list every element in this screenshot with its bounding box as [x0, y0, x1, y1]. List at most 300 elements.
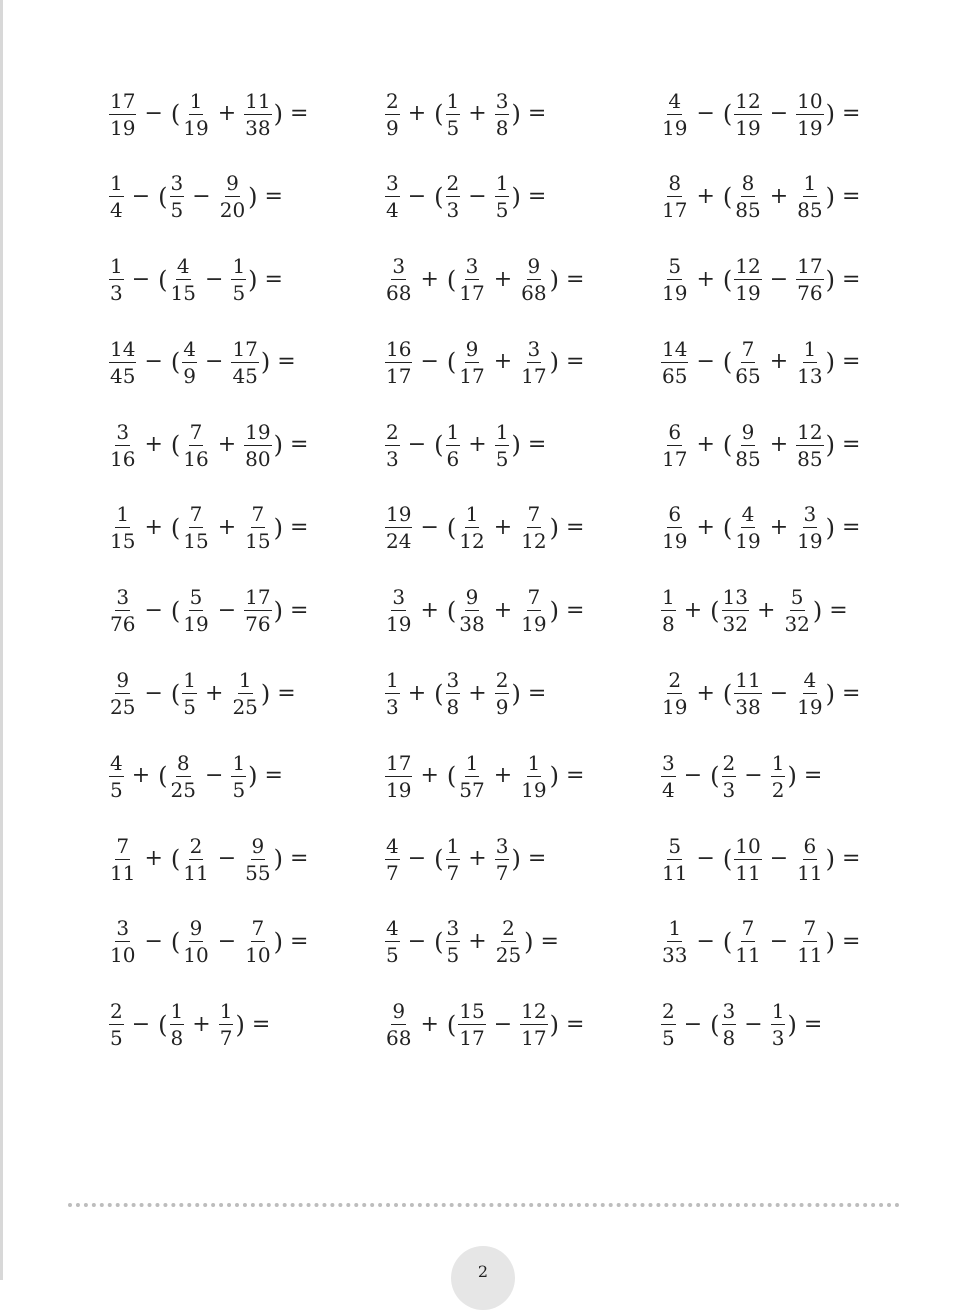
operator-sign: +: [205, 680, 224, 706]
numerator: 9: [392, 999, 406, 1024]
fraction-third: [520, 586, 547, 635]
numerator: 2: [386, 419, 399, 444]
numerator: 7: [189, 419, 203, 444]
denominator: 3: [386, 446, 399, 471]
close-paren: ): [825, 845, 835, 874]
operator-sign: +: [769, 514, 789, 540]
math-problem: [660, 88, 868, 140]
numerator: 9: [741, 419, 755, 444]
open-paren: (: [722, 927, 733, 956]
denominator: 8: [446, 695, 460, 720]
close-paren: ): [273, 100, 283, 128]
numerator: 3: [803, 502, 817, 527]
equals-sign: =: [289, 101, 309, 126]
open-paren: (: [710, 596, 720, 625]
denominator: 19: [797, 695, 823, 720]
equals-sign: =: [841, 101, 861, 126]
fraction-third: [796, 503, 823, 552]
fraction-second: [734, 338, 761, 387]
numerator: 1: [170, 999, 184, 1024]
operator-sign: +: [493, 514, 513, 540]
operator-sign: +: [468, 680, 487, 706]
math-problem: [108, 668, 384, 720]
math-problem: [384, 171, 660, 223]
fraction-second: [458, 338, 485, 387]
operator-sign: −: [769, 101, 789, 126]
equals-sign: =: [289, 432, 309, 458]
fraction-first: [385, 586, 412, 635]
denominator: 6: [446, 446, 460, 471]
close-paren: ): [248, 762, 258, 791]
numerator: 1: [495, 419, 509, 444]
open-paren: (: [158, 1010, 168, 1039]
close-paren: ): [825, 927, 835, 956]
open-paren: (: [158, 762, 168, 791]
open-paren: (: [434, 845, 444, 874]
numerator: 9: [465, 585, 479, 610]
fraction-third: [771, 752, 786, 801]
fraction-third: [219, 1000, 234, 1049]
numerator: 3: [722, 999, 736, 1024]
fraction-second: [446, 917, 461, 966]
operator-sign: −: [683, 763, 703, 789]
numerator: 1: [183, 668, 196, 693]
numerator: 5: [790, 585, 804, 610]
numerator: 7: [527, 502, 541, 527]
fraction-third: [244, 90, 271, 139]
operator-sign: +: [696, 680, 715, 706]
denominator: 3: [446, 198, 460, 223]
denominator: 10: [245, 943, 271, 968]
fraction-second: [458, 752, 485, 801]
operator-sign: +: [769, 432, 789, 458]
operator-sign: +: [144, 514, 163, 540]
math-problem: [108, 585, 384, 637]
operator-sign: +: [696, 432, 715, 458]
fraction-second: [182, 669, 197, 718]
fraction-first: [385, 503, 412, 552]
fraction-second: [734, 503, 761, 552]
close-paren: ): [825, 182, 835, 211]
denominator: 55: [245, 860, 271, 885]
open-paren: (: [722, 265, 733, 294]
fraction-second: [722, 586, 749, 635]
open-paren: (: [710, 762, 720, 791]
equals-sign: =: [565, 514, 585, 540]
numerator: 3: [446, 668, 460, 693]
fraction-second: [734, 421, 761, 470]
denominator: 32: [784, 612, 810, 637]
fraction-first: [661, 1000, 676, 1049]
operator-sign: +: [696, 183, 715, 209]
numerator: 17: [232, 336, 258, 361]
denominator: 17: [521, 363, 547, 388]
denominator: 17: [662, 446, 688, 471]
math-problem: [660, 336, 868, 388]
fraction-third: [244, 586, 271, 635]
fraction-second: [446, 835, 461, 884]
operator-sign: −: [144, 349, 163, 375]
denominator: 7: [219, 1026, 233, 1051]
close-paren: ): [549, 265, 559, 294]
operator-sign: +: [217, 514, 237, 540]
operator-sign: +: [468, 101, 487, 126]
numerator: 9: [189, 916, 203, 941]
fraction-first: [109, 255, 124, 304]
operator-sign: −: [420, 349, 439, 375]
denominator: 4: [110, 198, 123, 223]
denominator: 76: [797, 281, 823, 306]
dotted-divider: [68, 1203, 900, 1207]
fraction-third: [520, 752, 547, 801]
numerator: 1: [771, 750, 785, 775]
close-paren: ): [511, 100, 521, 128]
fraction-third: [520, 503, 547, 552]
numerator: 9: [251, 833, 265, 858]
math-problem: [108, 916, 384, 968]
numerator: 17: [245, 585, 271, 610]
close-paren: ): [787, 1010, 797, 1039]
numerator: 3: [527, 336, 541, 361]
numerator: 19: [245, 419, 271, 444]
fraction-second: [182, 421, 209, 470]
denominator: 32: [722, 612, 748, 637]
equals-sign: =: [565, 349, 585, 375]
numerator: 1: [232, 750, 246, 775]
fraction-second: [734, 835, 761, 884]
close-paren: ): [524, 927, 534, 956]
denominator: 11: [797, 943, 823, 968]
fraction-third: [520, 255, 547, 304]
problem-grid: [108, 88, 868, 1082]
denominator: 4: [386, 198, 399, 223]
math-problem: [384, 750, 660, 802]
fraction-second: [722, 1000, 737, 1049]
fraction-first: [661, 503, 688, 552]
denominator: 85: [797, 198, 823, 223]
denominator: 19: [735, 115, 761, 140]
denominator: 8: [662, 612, 675, 637]
fraction-second: [458, 255, 485, 304]
denominator: 85: [735, 198, 761, 223]
denominator: 5: [170, 198, 184, 223]
numerator: 1: [219, 999, 233, 1024]
denominator: 11: [183, 860, 209, 885]
operator-sign: −: [144, 928, 163, 954]
numerator: 2: [110, 999, 123, 1024]
operator-sign: −: [407, 183, 427, 209]
denominator: 5: [662, 1026, 675, 1051]
equals-sign: =: [527, 846, 547, 872]
numerator: 4: [803, 668, 817, 693]
denominator: 17: [386, 363, 412, 388]
numerator: 4: [176, 254, 190, 279]
open-paren: (: [434, 100, 444, 128]
operator-sign: −: [407, 846, 427, 872]
numerator: 2: [722, 750, 736, 775]
open-paren: (: [170, 100, 181, 128]
close-paren: ): [825, 265, 835, 294]
numerator: 3: [465, 254, 479, 279]
denominator: 9: [183, 363, 196, 388]
math-problem: [384, 999, 660, 1051]
denominator: 3: [110, 281, 123, 306]
fraction-third: [231, 255, 246, 304]
denominator: 76: [245, 612, 271, 637]
operator-sign: −: [217, 928, 237, 954]
numerator: 2: [189, 833, 203, 858]
numerator: 8: [741, 171, 755, 196]
denominator: 5: [232, 777, 246, 802]
denominator: 25: [495, 943, 522, 968]
denominator: 65: [735, 363, 761, 388]
denominator: 11: [797, 860, 823, 885]
numerator: 16: [386, 336, 412, 361]
denominator: 10: [183, 943, 209, 968]
denominator: 3: [771, 1026, 785, 1051]
operator-sign: +: [757, 597, 776, 623]
operator-sign: −: [192, 183, 211, 209]
denominator: 19: [386, 777, 412, 802]
operator-sign: −: [144, 680, 163, 706]
close-paren: ): [549, 596, 559, 625]
numerator: 1: [232, 254, 246, 279]
fraction-first: [109, 421, 136, 470]
denominator: 2: [771, 777, 785, 802]
operator-sign: −: [144, 101, 163, 126]
close-paren: ): [273, 431, 283, 460]
denominator: 19: [521, 777, 547, 802]
math-problem: [384, 88, 660, 140]
equals-sign: =: [565, 266, 585, 292]
open-paren: (: [170, 845, 181, 874]
denominator: 4: [662, 777, 675, 802]
denominator: 5: [446, 115, 460, 140]
fraction-first: [661, 669, 688, 718]
denominator: 19: [735, 281, 761, 306]
denominator: 19: [735, 529, 761, 554]
open-paren: (: [434, 927, 444, 956]
numerator: 4: [386, 833, 399, 858]
fraction-third: [495, 421, 510, 470]
numerator: 7: [803, 916, 817, 941]
math-problem: [384, 668, 660, 720]
math-problem: [108, 88, 384, 140]
denominator: 15: [245, 529, 271, 554]
close-paren: ): [273, 513, 283, 542]
operator-sign: −: [696, 846, 715, 872]
open-paren: (: [446, 762, 457, 791]
numerator: 12: [521, 999, 547, 1024]
denominator: 65: [662, 363, 688, 388]
denominator: 17: [459, 363, 485, 388]
numerator: 1: [446, 419, 460, 444]
denominator: 7: [386, 860, 399, 885]
math-problem: [108, 171, 384, 223]
math-problem: [660, 171, 868, 223]
fraction-second: [170, 752, 197, 801]
denominator: 5: [183, 695, 196, 720]
operator-sign: −: [769, 846, 789, 872]
close-paren: ): [511, 431, 521, 460]
denominator: 80: [245, 446, 271, 471]
equals-sign: =: [289, 514, 309, 540]
fraction-first: [385, 1000, 412, 1049]
numerator: 10: [735, 833, 761, 858]
open-paren: (: [710, 1010, 720, 1039]
operator-sign: −: [696, 101, 715, 126]
close-paren: ): [260, 679, 271, 708]
denominator: 38: [459, 612, 485, 637]
numerator: 3: [446, 916, 460, 941]
denominator: 7: [446, 860, 460, 885]
denominator: 12: [521, 529, 547, 554]
close-paren: ): [273, 596, 283, 625]
numerator: 9: [527, 254, 541, 279]
denominator: 19: [183, 612, 209, 637]
fraction-first: [661, 338, 688, 387]
fraction-second: [734, 255, 761, 304]
fraction-second: [170, 172, 185, 221]
open-paren: (: [446, 348, 457, 377]
denominator: 9: [495, 695, 509, 720]
numerator: 11: [245, 88, 271, 113]
denominator: 33: [662, 943, 688, 968]
fraction-first: [385, 835, 400, 884]
fraction-first: [385, 255, 412, 304]
fraction-first: [109, 90, 136, 139]
math-problem: [108, 750, 384, 802]
denominator: 85: [735, 446, 761, 471]
numerator: 11: [735, 668, 761, 693]
fraction-first: [109, 835, 136, 884]
numerator: 2: [386, 88, 399, 113]
fraction-first: [661, 255, 688, 304]
fraction-second: [182, 503, 209, 552]
operator-sign: −: [131, 183, 151, 209]
math-problem: [384, 254, 660, 306]
open-paren: (: [722, 845, 733, 874]
operator-sign: −: [217, 597, 237, 623]
close-paren: ): [825, 431, 835, 460]
fraction-first: [109, 172, 124, 221]
open-paren: (: [158, 182, 168, 211]
denominator: 24: [386, 529, 412, 554]
fraction-first: [661, 586, 676, 635]
open-paren: (: [722, 348, 733, 377]
numerator: 1: [189, 88, 203, 113]
fraction-third: [796, 669, 823, 718]
fraction-third: [771, 1000, 786, 1049]
fraction-third: [796, 90, 823, 139]
numerator: 6: [668, 502, 682, 527]
fraction-first: [109, 752, 124, 801]
fraction-third: [796, 255, 823, 304]
fraction-first: [385, 338, 412, 387]
fraction-third: [244, 917, 271, 966]
operator-sign: +: [420, 1011, 439, 1037]
numerator: 2: [668, 668, 682, 693]
operator-sign: −: [493, 1011, 513, 1037]
denominator: 17: [662, 198, 688, 223]
denominator: 7: [495, 860, 509, 885]
numerator: 1: [238, 668, 252, 693]
equals-sign: =: [289, 928, 309, 954]
operator-sign: +: [407, 101, 427, 126]
open-paren: (: [434, 431, 444, 460]
numerator: 7: [741, 916, 755, 941]
denominator: 45: [110, 363, 136, 388]
denominator: 76: [110, 612, 136, 637]
denominator: 11: [662, 860, 688, 885]
fraction-first: [109, 669, 136, 718]
math-problem: [660, 999, 868, 1051]
numerator: 17: [110, 88, 136, 113]
fraction-second: [182, 338, 197, 387]
numerator: 5: [668, 833, 682, 858]
operator-sign: −: [131, 1011, 151, 1037]
operator-sign: −: [205, 349, 224, 375]
page-left-edge: [0, 0, 3, 1280]
numerator: 12: [735, 88, 761, 113]
fraction-third: [796, 338, 823, 387]
denominator: 68: [386, 281, 412, 306]
denominator: 5: [446, 943, 460, 968]
denominator: 85: [797, 446, 823, 471]
numerator: 7: [741, 336, 755, 361]
equals-sign: =: [540, 928, 559, 954]
numerator: 12: [797, 419, 823, 444]
numerator: 7: [251, 916, 265, 941]
open-paren: (: [446, 596, 457, 625]
operator-sign: −: [217, 846, 237, 872]
numerator: 6: [803, 833, 817, 858]
page-number-badge: [451, 1246, 515, 1310]
fraction-first: [109, 503, 136, 552]
numerator: 17: [797, 254, 823, 279]
numerator: 1: [465, 502, 479, 527]
fraction-first: [109, 586, 136, 635]
operator-sign: +: [468, 846, 487, 872]
denominator: 19: [386, 612, 412, 637]
denominator: 68: [386, 1026, 412, 1051]
close-paren: ): [787, 762, 797, 791]
numerator: 8: [668, 171, 682, 196]
equals-sign: =: [277, 680, 296, 706]
math-problem: [384, 336, 660, 388]
fraction-first: [661, 752, 676, 801]
open-paren: (: [434, 182, 444, 211]
close-paren: ): [273, 927, 283, 956]
close-paren: ): [825, 100, 835, 128]
fraction-third: [783, 586, 810, 635]
fraction-third: [244, 503, 271, 552]
denominator: 17: [459, 281, 485, 306]
operator-sign: −: [744, 1011, 763, 1037]
fraction-first: [661, 90, 688, 139]
denominator: 20: [219, 198, 246, 223]
denominator: 9: [386, 115, 399, 140]
fraction-third: [244, 421, 271, 470]
numerator: 1: [527, 750, 541, 775]
close-paren: ): [235, 1010, 245, 1039]
denominator: 15: [170, 281, 196, 306]
operator-sign: +: [769, 349, 789, 375]
equals-sign: =: [803, 763, 823, 789]
numerator: 9: [226, 171, 239, 196]
numerator: 1: [446, 88, 460, 113]
denominator: 3: [722, 777, 736, 802]
